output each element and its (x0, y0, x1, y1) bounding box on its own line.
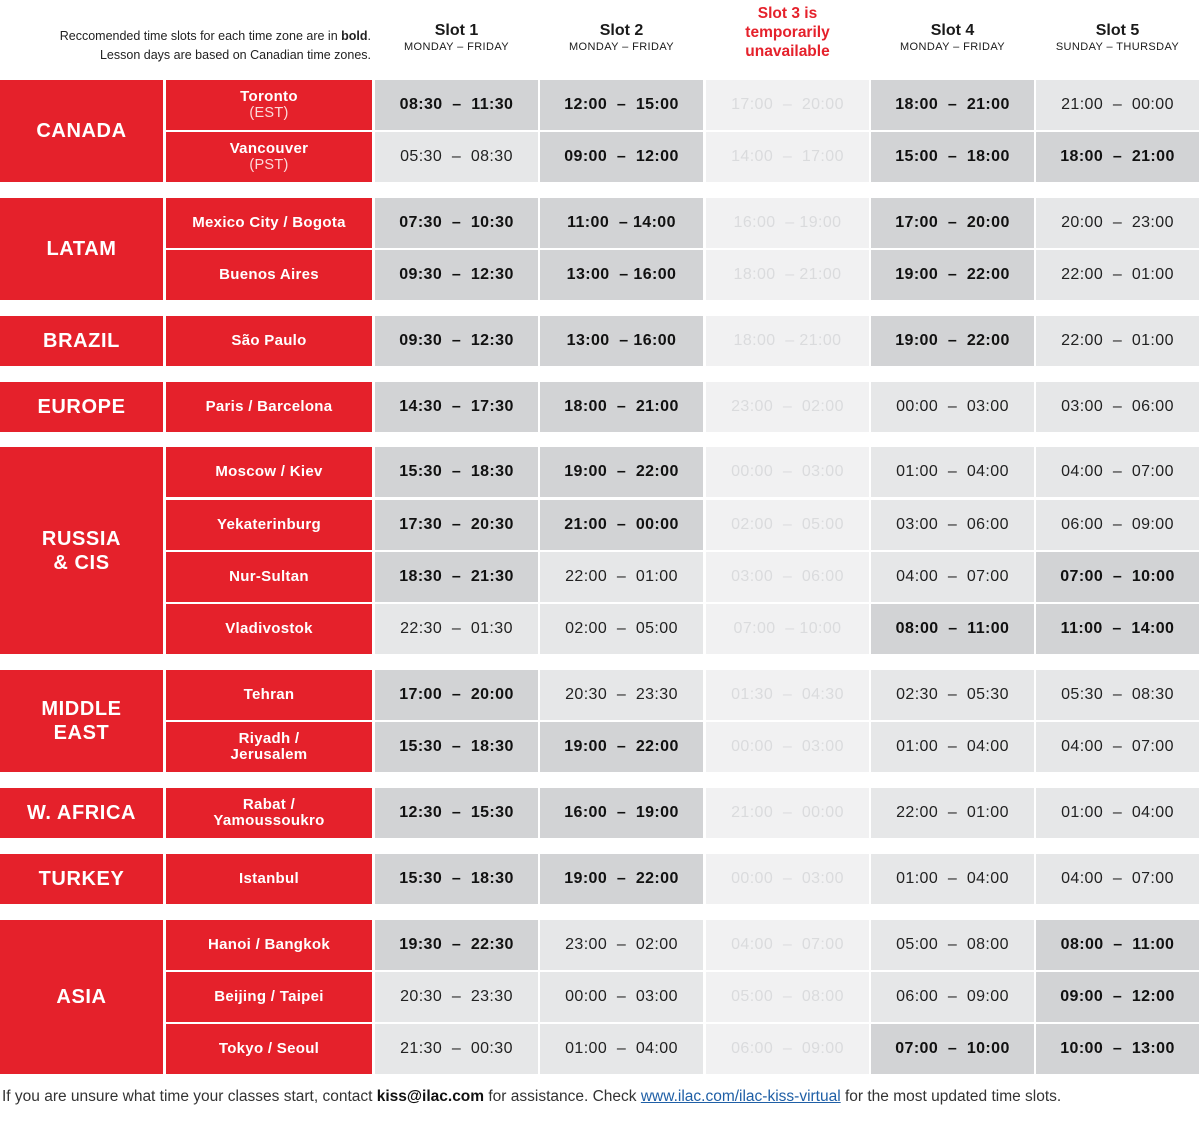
slot-header-title: Slot 1 (434, 22, 479, 39)
time-slot-1-cell: 07:30 – 10:30 (375, 198, 538, 248)
time-slot-3-cell: 18:00 – 21:00 (706, 250, 869, 300)
time-slot-5-cell: 11:00 – 14:00 (1036, 604, 1199, 654)
city-hanoi-bangkok (166, 920, 372, 970)
time-slot-1-cell: 21:30 – 00:30 (375, 1024, 538, 1074)
city-name: Tokyo / Seoul (218, 1040, 320, 1057)
region-w-africa: W. AFRICA (0, 788, 163, 838)
time-slot-5-cell: 20:00 – 23:00 (1036, 198, 1199, 248)
time-slot-3-cell: 17:00 – 20:00 (706, 80, 869, 130)
time-slot-3-cell: 18:00 – 21:00 (706, 316, 869, 366)
time-slot-4-cell: 04:00 – 07:00 (871, 552, 1034, 602)
slot-header-days: MONDAY – FRIDAY (568, 41, 675, 53)
time-slot-1-cell: 15:30 – 18:30 (375, 854, 538, 904)
time-slot-2-cell: 11:00 – 14:00 (540, 198, 703, 248)
time-slot-3-cell: 07:00 – 10:00 (706, 604, 869, 654)
city-name: Mexico City / Bogota (192, 214, 346, 231)
time-slot-4-cell: 02:30 – 05:30 (871, 670, 1034, 720)
time-slot-4-cell: 19:00 – 22:00 (871, 316, 1034, 366)
time-slot-4-cell: 19:00 – 22:00 (871, 250, 1034, 300)
region-middle-east: MIDDLE EAST (0, 670, 163, 772)
time-slot-3-cell: 06:00 – 09:00 (706, 1024, 869, 1074)
slot-header-title-line: temporarily (745, 24, 830, 41)
time-slot-1-cell: 17:00 – 20:00 (375, 670, 538, 720)
city-name: Rabat / Yamoussoukro (213, 796, 325, 829)
time-slot-2-cell: 20:30 – 23:30 (540, 670, 703, 720)
slot-header-days: SUNDAY – THURSDAY (1055, 41, 1180, 53)
city-buenos-aires (166, 250, 372, 300)
time-slot-4-cell: 22:00 – 01:00 (871, 788, 1034, 838)
time-slot-2-cell: 21:00 – 00:00 (540, 500, 703, 550)
time-slot-5-cell: 04:00 – 07:00 (1036, 854, 1199, 904)
city-name: Istanbul (239, 870, 299, 887)
time-slot-4-cell: 03:00 – 06:00 (871, 500, 1034, 550)
time-slot-2-cell: 01:00 – 04:00 (540, 1024, 703, 1074)
time-slot-5-cell: 10:00 – 13:00 (1036, 1024, 1199, 1074)
time-slot-1-cell: 05:30 – 08:30 (375, 132, 538, 182)
slot-header-days: MONDAY – FRIDAY (899, 41, 1006, 53)
time-slot-1-cell: 15:30 – 18:30 (375, 722, 538, 772)
time-slot-3-cell: 03:00 – 06:00 (706, 552, 869, 602)
time-slot-5-cell: 04:00 – 07:00 (1036, 447, 1199, 497)
city-name: Moscow / Kiev (215, 463, 323, 480)
time-slot-3-cell: 21:00 – 00:00 (706, 788, 869, 838)
city-name: Hanoi / Bangkok (207, 936, 331, 953)
time-slot-5-cell: 22:00 – 01:00 (1036, 316, 1199, 366)
region-russia-cis: RUSSIA & CIS (0, 447, 163, 654)
time-slot-4-cell: 00:00 – 03:00 (871, 382, 1034, 432)
time-slot-1-cell: 08:30 – 11:30 (375, 80, 538, 130)
city-name: Yekaterinburg (217, 516, 321, 533)
city-name: Beijing / Taipei (214, 988, 324, 1005)
slot-header-title-line: Slot 3 is (757, 5, 818, 22)
time-slot-2-cell: 12:00 – 15:00 (540, 80, 703, 130)
city-name: Tehran (243, 686, 295, 703)
time-slot-4-cell: 06:00 – 09:00 (871, 972, 1034, 1022)
time-slot-4-cell: 01:00 – 04:00 (871, 447, 1034, 497)
time-slot-5-cell: 01:00 – 04:00 (1036, 788, 1199, 838)
city-toronto (166, 80, 372, 130)
time-slot-5-cell: 07:00 – 10:00 (1036, 552, 1199, 602)
time-slot-5-cell: 04:00 – 07:00 (1036, 722, 1199, 772)
slot-5-header (1036, 22, 1199, 72)
city-name: São Paulo (231, 332, 307, 349)
time-slot-4-cell: 01:00 – 04:00 (871, 854, 1034, 904)
region-europe: EUROPE (0, 382, 163, 432)
city-tokyo-seoul (166, 1024, 372, 1074)
time-slot-1-cell: 22:30 – 01:30 (375, 604, 538, 654)
time-slot-3-cell: 05:00 – 08:00 (706, 972, 869, 1022)
time-slot-2-cell: 13:00 – 16:00 (540, 316, 703, 366)
time-slot-3-cell: 00:00 – 03:00 (706, 447, 869, 497)
city-beijing-taipei (166, 972, 372, 1022)
time-slot-1-cell: 09:30 – 12:30 (375, 316, 538, 366)
city-istanbul (166, 854, 372, 904)
slot-header-title: Slot 4 (930, 22, 975, 39)
city-name: Buenos Aires (219, 266, 319, 283)
time-slot-3-cell: 00:00 – 03:00 (706, 722, 869, 772)
region-brazil: BRAZIL (0, 316, 163, 366)
slot-1-header (375, 22, 538, 72)
time-slot-3-cell: 01:30 – 04:30 (706, 670, 869, 720)
time-slot-2-cell: 09:00 – 12:00 (540, 132, 703, 182)
schedule-link[interactable]: www.ilac.com/ilac-kiss-virtual (640, 1088, 841, 1105)
city-vladivostok (166, 604, 372, 654)
time-slot-1-cell: 19:30 – 22:30 (375, 920, 538, 970)
time-slot-2-cell: 19:00 – 22:00 (540, 447, 703, 497)
city-vancouver (166, 132, 372, 182)
time-slot-3-cell: 04:00 – 07:00 (706, 920, 869, 970)
city-moscow-kiev (166, 447, 372, 497)
time-slot-2-cell: 18:00 – 21:00 (540, 382, 703, 432)
city-name: Paris / Barcelona (205, 398, 333, 415)
city-nur-sultan (166, 552, 372, 602)
slot-header-days: MONDAY – FRIDAY (403, 41, 510, 53)
city-tehran (166, 670, 372, 720)
time-slot-3-cell: 14:00 – 17:00 (706, 132, 869, 182)
time-slot-5-cell: 09:00 – 12:00 (1036, 972, 1199, 1022)
time-slot-1-cell: 12:30 – 15:30 (375, 788, 538, 838)
legend-note: Reccomended time slots for each time zone are in bold. Lesson days are based on Canadian time zones. (59, 29, 371, 62)
city-name: Nur-Sultan (229, 568, 309, 585)
region-canada: CANADA (0, 80, 163, 182)
time-slot-5-cell: 08:00 – 11:00 (1036, 920, 1199, 970)
slot-2-header (540, 22, 703, 72)
footer-note: If you are unsure what time your classes start, contact kiss@ilac.com for assistance. Check www.ilac.com/ilac-kiss-virtual for the most updated time slots. (2, 1088, 1062, 1105)
time-slot-2-cell: 19:00 – 22:00 (540, 854, 703, 904)
time-slot-4-cell: 05:00 – 08:00 (871, 920, 1034, 970)
city-timezone: (PST) (249, 157, 289, 173)
city-name: Vancouver (229, 140, 309, 157)
city-name: Vladivostok (225, 620, 313, 637)
city-yekaterinburg (166, 500, 372, 550)
slot-header-title-line: unavailable (745, 43, 830, 60)
time-slot-2-cell: 13:00 – 16:00 (540, 250, 703, 300)
time-slot-4-cell: 18:00 – 21:00 (871, 80, 1034, 130)
slot-4-header (871, 22, 1034, 72)
time-slot-1-cell: 14:30 – 17:30 (375, 382, 538, 432)
time-slot-5-cell: 21:00 – 00:00 (1036, 80, 1199, 130)
time-slot-1-cell: 18:30 – 21:30 (375, 552, 538, 602)
time-slot-2-cell: 19:00 – 22:00 (540, 722, 703, 772)
time-slot-3-cell: 00:00 – 03:00 (706, 854, 869, 904)
time-slot-3-cell: 16:00 – 19:00 (706, 198, 869, 248)
time-slot-5-cell: 18:00 – 21:00 (1036, 132, 1199, 182)
time-slot-1-cell: 09:30 – 12:30 (375, 250, 538, 300)
time-slot-5-cell: 03:00 – 06:00 (1036, 382, 1199, 432)
city-riyadh-jerusalem (166, 722, 372, 772)
time-slot-5-cell: 05:30 – 08:30 (1036, 670, 1199, 720)
time-slot-3-cell: 23:00 – 02:00 (706, 382, 869, 432)
city-s-o-paulo (166, 316, 372, 366)
time-slot-5-cell: 22:00 – 01:00 (1036, 250, 1199, 300)
region-turkey: TURKEY (0, 854, 163, 904)
city-paris-barcelona (166, 382, 372, 432)
time-slot-2-cell: 00:00 – 03:00 (540, 972, 703, 1022)
region-latam: LATAM (0, 198, 163, 300)
time-slot-4-cell: 17:00 – 20:00 (871, 198, 1034, 248)
city-rabat-yamoussoukro (166, 788, 372, 838)
time-slot-2-cell: 16:00 – 19:00 (540, 788, 703, 838)
slot-header-title: Slot 2 (599, 22, 644, 39)
time-slot-4-cell: 01:00 – 04:00 (871, 722, 1034, 772)
time-slot-2-cell: 02:00 – 05:00 (540, 604, 703, 654)
city-name: Riyadh / Jerusalem (230, 730, 308, 763)
time-slot-1-cell: 17:30 – 20:30 (375, 500, 538, 550)
time-slot-4-cell: 15:00 – 18:00 (871, 132, 1034, 182)
city-mexico-city-bogota (166, 198, 372, 248)
time-slot-1-cell: 15:30 – 18:30 (375, 447, 538, 497)
time-slot-1-cell: 20:30 – 23:30 (375, 972, 538, 1022)
slot-3-header (706, 4, 869, 60)
time-slot-3-cell: 02:00 – 05:00 (706, 500, 869, 550)
city-timezone: (EST) (249, 105, 289, 121)
time-slot-2-cell: 23:00 – 02:00 (540, 920, 703, 970)
time-slot-2-cell: 22:00 – 01:00 (540, 552, 703, 602)
time-slot-5-cell: 06:00 – 09:00 (1036, 500, 1199, 550)
time-slot-4-cell: 07:00 – 10:00 (871, 1024, 1034, 1074)
slot-header-title: Slot 5 (1095, 22, 1140, 39)
contact-email[interactable]: kiss@ilac.com (376, 1088, 485, 1105)
city-name: Toronto (240, 88, 298, 105)
region-asia: ASIA (0, 920, 163, 1074)
time-slot-4-cell: 08:00 – 11:00 (871, 604, 1034, 654)
